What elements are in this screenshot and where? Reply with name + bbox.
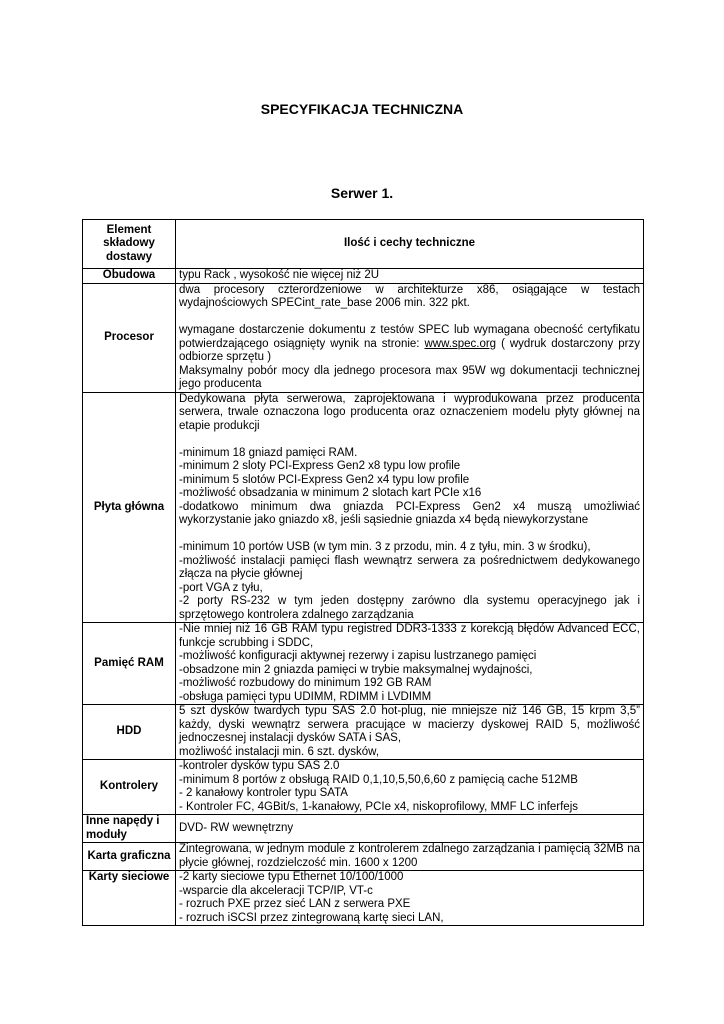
desc-line: - rozruch PXE przez sieć LAN z serwera PXE (179, 898, 411, 910)
row-desc (176, 269, 644, 284)
desc-line: -wsparcie dla akceleracji TCP/IP, VT-c (179, 884, 373, 897)
desc-line: - Kontroler FC, 4GBit/s, 1-kanałowy, PCIe x4, niskoprofilowy, MMF LC inferfejs (179, 800, 579, 813)
desc-line: -możliwość obsadzania w minimum 2 slotach kart PCIe x16 (179, 487, 482, 499)
header-element: Element składowy dostawy (83, 220, 176, 269)
table-row-karta-graficzna (83, 843, 644, 871)
table-row-inne-napedy (83, 815, 644, 843)
table-row-pamiec-ram (83, 623, 644, 705)
spec-org-link[interactable]: www.spec.org (424, 337, 497, 350)
desc-line: 5 szt dysków twardych typu SAS 2.0 hot-plug, nie mniejsze niż 146 GB, 15 krpm 3,5” każdy, dyski wewnątrz serwera pracujące w macierzy dyskowej RAID 5, możliwość jednoczesnej instalacji dysków SATA i SAS, (179, 705, 640, 744)
desc-line: -2 porty RS-232 w tym jeden dostępny zarówno dla systemu operacyjnego jak i sprzętowego kontrolera zdalnego zarządzania (179, 595, 640, 621)
row-desc (176, 843, 644, 871)
page-title: SPECYFIKACJA TECHNICZNA (260, 101, 464, 117)
desc-line: -możliwość konfiguracji aktywnej rezerwy i zapisu lustrzanego pamięci (179, 650, 537, 662)
table-row-hdd (83, 705, 644, 760)
desc-line: -minimum 5 slotów PCI-Express Gen2 x4 typu low profile (179, 473, 470, 486)
desc-line: DVD- RW wewnętrzny (179, 821, 294, 834)
desc-line: typu Rack , wysokość nie więcej niż 2U (179, 269, 380, 281)
specification-table (82, 219, 644, 926)
row-name: Pamięć RAM (83, 623, 176, 705)
desc-line: -minimum 8 portów z obsługą RAID 0,1,10,5,50,6,60 z pamięcią cache 512MB (179, 773, 578, 786)
desc-line: Zintegrowana, w jednym module z kontrolerem zdalnego zarządzania i pamięcią 32MB na płycie głównej, rozdzielczość min. 1600 x 1200 (179, 843, 640, 869)
table-row-obudowa (83, 269, 644, 284)
table-row-procesor (83, 283, 644, 392)
page-subtitle: Serwer 1. (330, 185, 394, 201)
desc-line: - rozruch iSCSI przez zintegrowaną kartę sieci LAN, (179, 911, 444, 924)
row-name: Kontrolery (83, 760, 176, 815)
table-header-row (83, 220, 644, 269)
row-name: Procesor (83, 283, 176, 392)
desc-line: -możliwość rozbudowy do minimum 192 GB RAM (179, 677, 432, 689)
header-features: Ilość i cechy techniczne (176, 220, 644, 269)
desc-line: -port VGA z tyłu, (179, 581, 263, 594)
row-desc (176, 871, 644, 926)
desc-line: -minimum 10 portów USB (w tym min. 3 z przodu, min. 4 z tyłu, min. 3 w środku), (179, 541, 591, 553)
row-name: Karty sieciowe (83, 871, 176, 926)
row-name: Obudowa (83, 269, 176, 284)
desc-line: -kontroler dysków typu SAS 2.0 (179, 760, 340, 772)
table-row-plyta-glowna (83, 392, 644, 623)
row-desc (176, 760, 644, 815)
row-name: Karta graficzna (83, 843, 176, 871)
desc-line: -dodatkowo minimum dwa gniazda PCI-Express Gen2 x4 muszą umożliwiać wykorzystanie jako gniazdo x8, jeśli sąsiednie gniazda x4 będą niewykorzystane (179, 500, 640, 526)
table-row-kontrolery (83, 760, 644, 815)
desc-line: -obsługa pamięci typu UDIMM, RDIMM i LVDIMM (179, 690, 432, 703)
desc-line: -obsadzone min 2 gniazda pamięci w trybie maksymalnej wydajności, (179, 663, 533, 676)
row-desc (176, 392, 644, 623)
desc-paragraph: wymagane dostarczenie dokumentu z testów SPEC lub wymagana obecność certyfikatu potwierdzającego osiągnięty wynik na stronie: www.spec.org ( wydruk dostarczony przy odbiorze sprzętu ) (179, 324, 641, 363)
desc-line: -możliwość instalacji pamięci flash wewnątrz serwera za pośrednictwem dedykowanego złącza na płycie głównej (179, 554, 640, 580)
row-desc (176, 283, 644, 392)
row-desc (176, 815, 644, 843)
desc-paragraph: Maksymalny pobór mocy dla jednego procesora max 95W wg dokumentacji technicznej jego producenta (179, 364, 640, 390)
row-desc (176, 705, 644, 760)
table-row-karty-sieciowe (83, 871, 644, 926)
desc-paragraph: dwa procesory czterordzeniowe w architekturze x86, osiągające w testach wydajnościowych SPECint_rate_base 2006 min. 322 pkt. (179, 283, 640, 309)
row-name: Płyta główna (83, 392, 176, 623)
desc-line: -minimum 18 gniazd pamięci RAM. (179, 446, 358, 459)
row-name: HDD (83, 705, 176, 760)
desc-line: -2 karty sieciowe typu Ethernet 10/100/1000 (179, 871, 404, 883)
row-name: Inne napędy i moduły (83, 815, 176, 843)
desc-line: -Nie mniej niż 16 GB RAM typu registred DDR3-1333 z korekcją błędów Advanced ECC, funkcje scrubbing i SDDC, (179, 623, 640, 649)
desc-line: możliwość instalacji min. 6 szt. dysków, (179, 745, 380, 758)
row-desc (176, 623, 644, 705)
desc-paragraph: Dedykowana płyta serwerowa, zaprojektowana i wyprodukowana przez producenta serwera, trwale oznaczona logo producenta oraz oznaczeniem modelu płyty głównej na etapie produkcji (179, 392, 640, 432)
desc-line: - 2 kanałowy kontroler typu SATA (179, 787, 348, 799)
desc-line: -minimum 2 sloty PCI-Express Gen2 x8 typu low profile (179, 460, 461, 472)
